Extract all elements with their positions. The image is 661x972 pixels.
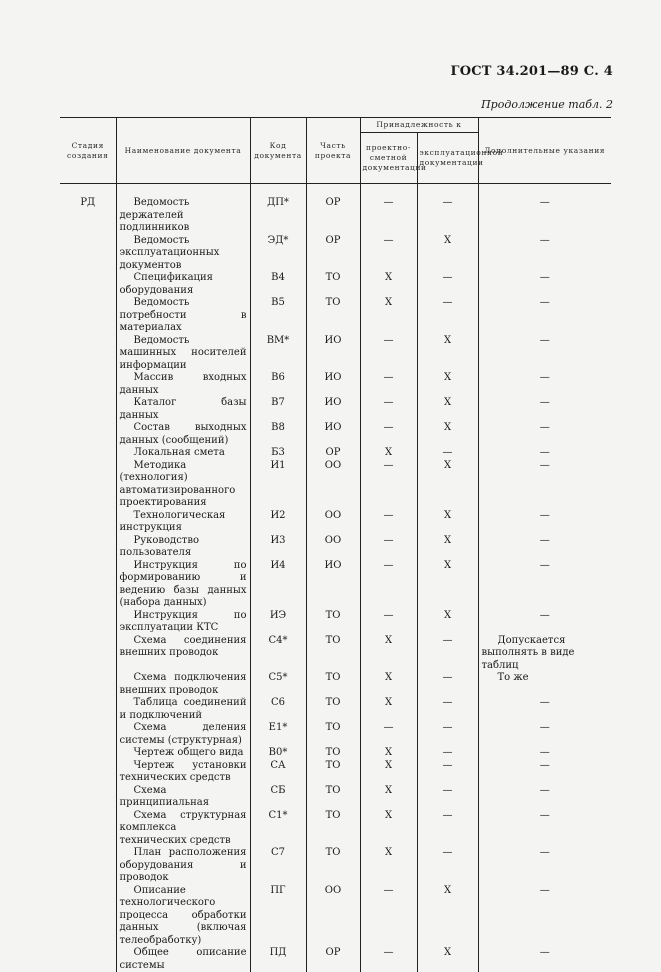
header-stage: Стадия создания (60, 118, 116, 184)
project-part-cell: ТО (306, 297, 360, 335)
additional-notes-cell-text: — (482, 460, 609, 473)
document-name-cell (116, 810, 250, 848)
additional-notes-cell-text: — (482, 885, 609, 898)
stage-cell (60, 447, 116, 460)
operational-docs-cell: — (417, 197, 478, 235)
additional-notes-cell-text: — (482, 535, 609, 548)
project-part-cell: ОР (306, 235, 360, 273)
project-part-cell: ОО (306, 535, 360, 560)
project-part-cell: ОР (306, 947, 360, 972)
stage-cell (60, 885, 116, 948)
additional-notes-cell-text: — (482, 397, 609, 410)
document-name-cell (116, 610, 250, 635)
document-name-cell (116, 460, 250, 510)
operational-docs-cell: — (417, 785, 478, 810)
document-name-cell (116, 447, 250, 460)
operational-docs-cell: — (417, 747, 478, 760)
operational-docs-cell: Х (417, 397, 478, 422)
operational-docs-cell: Х (417, 460, 478, 510)
operational-docs-cell: — (417, 672, 478, 697)
operational-docs-cell: — (417, 272, 478, 297)
design-docs-cell: — (360, 947, 417, 972)
operational-docs-cell: — (417, 635, 478, 673)
project-part-cell: ТО (306, 785, 360, 810)
project-part-cell: ТО (306, 635, 360, 673)
project-part-cell: ОР (306, 447, 360, 460)
document-name-cell (116, 510, 250, 535)
document-name-cell-text: Чертеж общего вида (120, 747, 247, 760)
document-code-cell: ПГ (250, 885, 306, 948)
stage-cell (60, 397, 116, 422)
additional-notes-cell (478, 947, 611, 972)
design-docs-cell: Х (360, 697, 417, 722)
document-name-cell-text: Чертеж установки технических средств (120, 760, 247, 785)
additional-notes-cell (478, 510, 611, 535)
document-code-cell: С4* (250, 635, 306, 673)
table-row (60, 785, 611, 810)
standard-header: ГОСТ 34.201—89 С. 4 (451, 64, 613, 79)
design-docs-cell: Х (360, 810, 417, 848)
stage-cell (60, 610, 116, 635)
additional-notes-cell-text: — (482, 847, 609, 860)
design-docs-cell: — (360, 235, 417, 273)
design-docs-cell: — (360, 535, 417, 560)
document-name-cell-text: Технологическая инструкция (120, 510, 247, 535)
header-design-docs: проектно-сметной документации (360, 133, 417, 184)
table-row (60, 947, 611, 972)
document-code-cell: В0* (250, 747, 306, 760)
document-code-cell: В5 (250, 297, 306, 335)
project-part-cell: ТО (306, 672, 360, 697)
header-document-name: Наименование документа (116, 118, 250, 184)
project-part-cell: ТО (306, 610, 360, 635)
project-part-cell: ТО (306, 747, 360, 760)
additional-notes-cell (478, 560, 611, 610)
document-code-cell: С6 (250, 697, 306, 722)
additional-notes-cell (478, 447, 611, 460)
document-name-cell-text: План расположения оборудования и проводок (120, 847, 247, 885)
additional-notes-cell (478, 760, 611, 785)
document-name-cell (116, 297, 250, 335)
table-row (60, 610, 611, 635)
additional-notes-cell-text: — (482, 747, 609, 760)
table-row (60, 885, 611, 948)
additional-notes-cell (478, 635, 611, 673)
document-name-cell (116, 722, 250, 747)
document-code-cell: И4 (250, 560, 306, 610)
document-name-cell (116, 747, 250, 760)
document-code-cell: И1 (250, 460, 306, 510)
document-code-cell: Б3 (250, 447, 306, 460)
document-name-cell-text: Общее описание системы (120, 947, 247, 972)
project-part-cell: ОО (306, 885, 360, 948)
document-name-cell (116, 397, 250, 422)
table-row (60, 560, 611, 610)
table-row (60, 235, 611, 273)
design-docs-cell: Х (360, 672, 417, 697)
table-row (60, 810, 611, 848)
stage-cell (60, 422, 116, 447)
table-row (60, 747, 611, 760)
table-row (60, 672, 611, 697)
document-code-cell: СА (250, 760, 306, 785)
design-docs-cell: — (360, 460, 417, 510)
additional-notes-cell (478, 697, 611, 722)
project-part-cell: ТО (306, 722, 360, 747)
additional-notes-cell (478, 397, 611, 422)
additional-notes-cell-text: — (482, 697, 609, 710)
document-name-cell (116, 885, 250, 948)
stage-cell (60, 672, 116, 697)
project-part-cell: ТО (306, 810, 360, 848)
additional-notes-cell-text: — (482, 610, 609, 623)
additional-notes-cell (478, 847, 611, 885)
design-docs-cell: — (360, 510, 417, 535)
project-part-cell: ТО (306, 272, 360, 297)
document-name-cell-text: Состав выходных данных (сообщений) (120, 422, 247, 447)
document-name-cell-text: Ведомость потребности в материалах (120, 297, 247, 335)
document-code-cell: В4 (250, 272, 306, 297)
table-row (60, 722, 611, 747)
additional-notes-cell-text: — (482, 760, 609, 773)
document-code-cell: ЭД* (250, 235, 306, 273)
document-name-cell (116, 535, 250, 560)
document-name-cell-text: Ведомость держателей подлинников (120, 197, 247, 235)
document-code-cell: ИЭ (250, 610, 306, 635)
additional-notes-cell-text: — (482, 272, 609, 285)
operational-docs-cell: Х (417, 947, 478, 972)
table-row (60, 422, 611, 447)
document-name-cell-text: Схема соединения внешних проводок (120, 635, 247, 660)
stage-cell (60, 372, 116, 397)
table-row (60, 847, 611, 885)
project-part-cell: ТО (306, 847, 360, 885)
operational-docs-cell: — (417, 722, 478, 747)
operational-docs-cell: Х (417, 372, 478, 397)
design-docs-cell: Х (360, 747, 417, 760)
header-additional-notes: Дополнительные указания (478, 118, 611, 184)
stage-cell (60, 747, 116, 760)
design-docs-cell: — (360, 397, 417, 422)
additional-notes-cell (478, 460, 611, 510)
design-docs-cell: — (360, 610, 417, 635)
additional-notes-cell (478, 297, 611, 335)
operational-docs-cell: — (417, 847, 478, 885)
additional-notes-cell-text: — (482, 372, 609, 385)
document-code-cell: И2 (250, 510, 306, 535)
operational-docs-cell: Х (417, 422, 478, 447)
document-code-cell: СБ (250, 785, 306, 810)
stage-cell (60, 510, 116, 535)
design-docs-cell: — (360, 372, 417, 397)
design-docs-cell: Х (360, 272, 417, 297)
additional-notes-cell-text: — (482, 447, 609, 460)
additional-notes-cell (478, 672, 611, 697)
document-name-cell-text: Спецификация оборудования (120, 272, 247, 297)
table-row (60, 760, 611, 785)
stage-cell (60, 947, 116, 972)
document-name-cell (116, 760, 250, 785)
project-part-cell: ОО (306, 510, 360, 535)
design-docs-cell: Х (360, 635, 417, 673)
stage-cell (60, 560, 116, 610)
document-code-cell: С7 (250, 847, 306, 885)
header-belonging: Принадлежность к (360, 118, 478, 133)
document-name-cell-text: Схема принципиальная (120, 785, 247, 810)
stage-cell: РД (60, 197, 116, 235)
project-part-cell: ТО (306, 760, 360, 785)
table-row (60, 272, 611, 297)
additional-notes-cell (478, 235, 611, 273)
additional-notes-cell-text: — (482, 722, 609, 735)
additional-notes-cell (478, 422, 611, 447)
design-docs-cell: — (360, 335, 417, 373)
document-code-cell: ВМ* (250, 335, 306, 373)
document-name-cell (116, 235, 250, 273)
table-continuation-label: Продолжение табл. 2 (481, 98, 613, 111)
document-code-cell: С5* (250, 672, 306, 697)
stage-cell (60, 785, 116, 810)
additional-notes-cell-text: — (482, 335, 609, 348)
project-part-cell: ИО (306, 422, 360, 447)
additional-notes-cell-text: — (482, 197, 609, 210)
document-name-cell (116, 847, 250, 885)
document-name-cell-text: Локальная смета (120, 447, 247, 460)
table-row (60, 297, 611, 335)
project-part-cell: ОО (306, 460, 360, 510)
document-name-cell-text: Схема подключения внешних проводок (120, 672, 247, 697)
additional-notes-cell (478, 722, 611, 747)
table-body (60, 184, 611, 972)
document-name-cell-text: Ведомость эксплуатационных документов (120, 235, 247, 273)
document-code-cell: Е1* (250, 722, 306, 747)
documents-table (60, 117, 611, 972)
table-row (60, 535, 611, 560)
document-code-cell: И3 (250, 535, 306, 560)
additional-notes-cell-text: — (482, 560, 609, 573)
document-name-cell-text: Инструкция по формированию и ведению базы данных (набора данных) (120, 560, 247, 610)
stage-cell (60, 810, 116, 848)
document-name-cell-text: Методика (технология) автоматизированного проектирования (120, 460, 247, 510)
additional-notes-cell-text: — (482, 785, 609, 798)
additional-notes-cell-text: — (482, 422, 609, 435)
additional-notes-cell (478, 747, 611, 760)
operational-docs-cell: Х (417, 335, 478, 373)
document-name-cell (116, 560, 250, 610)
document-code-cell: В8 (250, 422, 306, 447)
design-docs-cell: — (360, 197, 417, 235)
document-code-cell: ДП* (250, 197, 306, 235)
project-part-cell: ОР (306, 197, 360, 235)
table-row (60, 335, 611, 373)
document-name-cell (116, 197, 250, 235)
stage-cell (60, 535, 116, 560)
additional-notes-cell (478, 372, 611, 397)
additional-notes-cell-text: — (482, 297, 609, 310)
operational-docs-cell: Х (417, 610, 478, 635)
operational-docs-cell: Х (417, 885, 478, 948)
document-name-cell (116, 635, 250, 673)
document-name-cell-text: Руководство пользователя (120, 535, 247, 560)
stage-cell (60, 635, 116, 673)
additional-notes-cell (478, 535, 611, 560)
project-part-cell: ИО (306, 335, 360, 373)
additional-notes-cell-text: — (482, 510, 609, 523)
operational-docs-cell: — (417, 297, 478, 335)
operational-docs-cell: — (417, 697, 478, 722)
document-name-cell (116, 697, 250, 722)
table-row (60, 372, 611, 397)
document-code-cell: В6 (250, 372, 306, 397)
additional-notes-cell (478, 335, 611, 373)
document-code-cell: С1* (250, 810, 306, 848)
header-project-part: Часть проекта (306, 118, 360, 184)
stage-cell (60, 760, 116, 785)
stage-cell (60, 460, 116, 510)
design-docs-cell: Х (360, 785, 417, 810)
stage-cell (60, 297, 116, 335)
project-part-cell: ИО (306, 397, 360, 422)
document-name-cell (116, 947, 250, 972)
additional-notes-cell (478, 785, 611, 810)
additional-notes-cell-text: — (482, 235, 609, 248)
operational-docs-cell: — (417, 810, 478, 848)
additional-notes-cell-text: — (482, 947, 609, 960)
stage-cell (60, 335, 116, 373)
document-code-cell: ПД (250, 947, 306, 972)
operational-docs-cell: Х (417, 510, 478, 535)
table-row (60, 197, 611, 235)
operational-docs-cell: Х (417, 235, 478, 273)
table-row (60, 635, 611, 673)
header-operational-docs: эксплуатационной документации (417, 133, 478, 184)
additional-notes-cell-text: — (482, 810, 609, 823)
additional-notes-cell (478, 810, 611, 848)
document-name-cell-text: Каталог базы данных (120, 397, 247, 422)
stage-cell (60, 722, 116, 747)
table-row (60, 397, 611, 422)
table-row (60, 447, 611, 460)
document-name-cell (116, 672, 250, 697)
document-name-cell-text: Описание технологического процесса обработки данных (включая телеобработку) (120, 885, 247, 948)
document-name-cell-text: Схема структурная комплекса технических средств (120, 810, 247, 848)
design-docs-cell: Х (360, 447, 417, 460)
design-docs-cell: — (360, 722, 417, 747)
document-name-cell (116, 785, 250, 810)
additional-notes-cell (478, 610, 611, 635)
table-row (60, 697, 611, 722)
additional-notes-cell-text: Допускается выполнять в виде таблиц (482, 635, 609, 673)
project-part-cell: ТО (306, 697, 360, 722)
operational-docs-cell: — (417, 760, 478, 785)
document-name-cell-text: Инструкция по эксплуатации КТС (120, 610, 247, 635)
document-name-cell-text: Схема деления системы (структурная) (120, 722, 247, 747)
table-row (60, 460, 611, 510)
document-name-cell (116, 422, 250, 447)
additional-notes-cell (478, 197, 611, 235)
header-document-code: Код документа (250, 118, 306, 184)
document-name-cell-text: Ведомость машинных носителей информации (120, 335, 247, 373)
stage-cell (60, 847, 116, 885)
design-docs-cell: Х (360, 760, 417, 785)
operational-docs-cell: Х (417, 560, 478, 610)
stage-cell (60, 697, 116, 722)
project-part-cell: ИО (306, 560, 360, 610)
design-docs-cell: — (360, 885, 417, 948)
document-code-cell: В7 (250, 397, 306, 422)
project-part-cell: ИО (306, 372, 360, 397)
stage-cell (60, 235, 116, 273)
document-name-cell-text: Таблица соединений и подключений (120, 697, 247, 722)
document-name-cell-text: Массив входных данных (120, 372, 247, 397)
stage-cell (60, 272, 116, 297)
document-name-cell (116, 372, 250, 397)
additional-notes-cell (478, 272, 611, 297)
table-row (60, 510, 611, 535)
operational-docs-cell: — (417, 447, 478, 460)
design-docs-cell: Х (360, 847, 417, 885)
document-name-cell (116, 335, 250, 373)
design-docs-cell: — (360, 422, 417, 447)
additional-notes-cell (478, 885, 611, 948)
document-name-cell (116, 272, 250, 297)
design-docs-cell: — (360, 560, 417, 610)
additional-notes-cell-text: То же (482, 672, 609, 685)
design-docs-cell: Х (360, 297, 417, 335)
operational-docs-cell: Х (417, 535, 478, 560)
